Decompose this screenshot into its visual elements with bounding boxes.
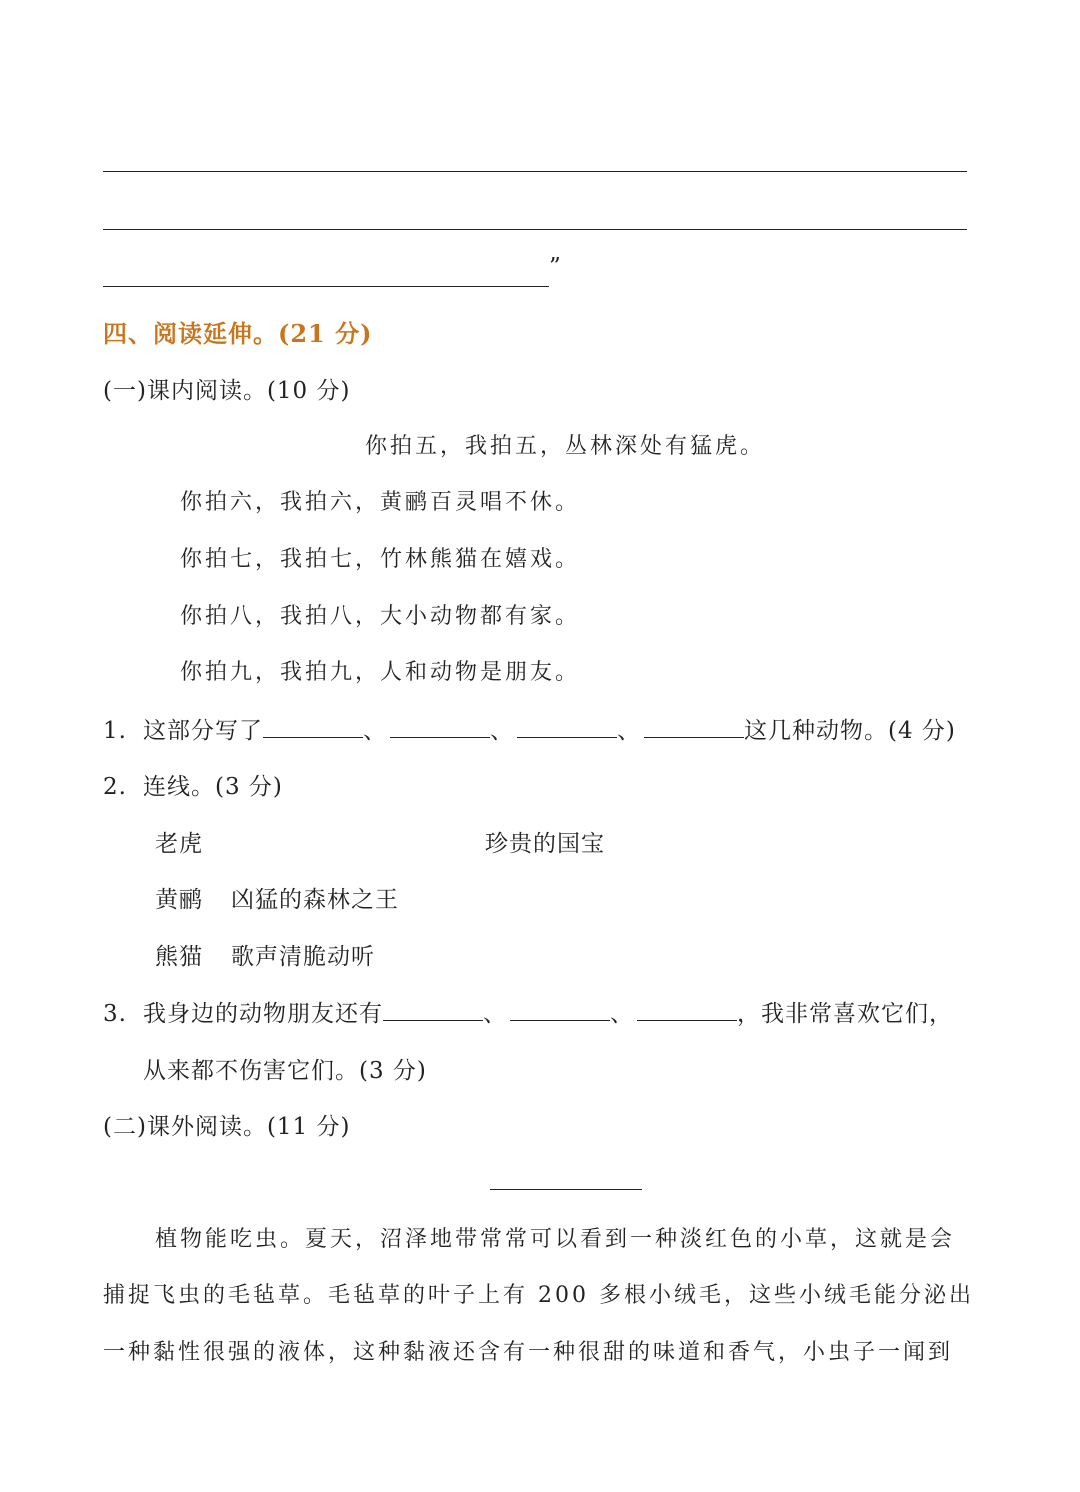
question-number: 3. <box>103 1001 127 1027</box>
question-3-continued: 从来都不伤害它们。(3 分) <box>143 1058 427 1084</box>
section-title: 四、阅读延伸。(21 分) <box>103 319 373 348</box>
match-left-item[interactable]: 黄鹂 <box>155 887 203 913</box>
passage-line-2: 捕捉飞虫的毛毡草。毛毡草的叶子上有 200 多根小绒毛，这些小绒毛能分泌出 <box>103 1283 974 1308</box>
question-number: 1. <box>103 718 127 744</box>
answer-blank[interactable] <box>390 719 490 738</box>
closing-quote: ” <box>549 254 562 280</box>
question-2 <box>103 768 283 801</box>
separator: 、 <box>610 1001 634 1027</box>
passage-line-1: 植物能吃虫。夏天，沼泽地带常常可以看到一种淡红色的小草，这就是会 <box>155 1227 956 1252</box>
answer-blank[interactable] <box>383 1002 483 1021</box>
part1-heading: (一)课内阅读。(10 分) <box>103 378 351 404</box>
question-text: 这部分写了 <box>143 718 263 744</box>
answer-line-1 <box>103 171 967 172</box>
match-right-item[interactable]: 凶猛的森林之王 <box>231 887 399 913</box>
match-right-item[interactable]: 珍贵的国宝 <box>485 831 605 857</box>
separator: 、 <box>490 718 514 744</box>
separator: 、 <box>483 1001 507 1027</box>
separator: 、 <box>363 718 387 744</box>
poem-line-4: 你拍八，我拍八，大小动物都有家。 <box>180 604 581 629</box>
question-text: 连线。(3 分) <box>143 774 283 800</box>
poem-line-5: 你拍九，我拍九，人和动物是朋友。 <box>180 660 581 685</box>
match-left-item[interactable]: 熊猫 <box>155 944 203 970</box>
title-blank[interactable] <box>490 1189 642 1190</box>
answer-blank[interactable] <box>637 1002 737 1021</box>
poem-line-3: 你拍七，我拍七，竹林熊猫在嬉戏。 <box>180 547 581 572</box>
poem-line-2: 你拍六，我拍六，黄鹂百灵唱不休。 <box>180 490 581 515</box>
answer-blank[interactable] <box>517 719 617 738</box>
question-text: 这几种动物。(4 分) <box>744 718 956 744</box>
part2-heading: (二)课外阅读。(11 分) <box>103 1114 351 1140</box>
answer-line-2 <box>103 229 967 230</box>
question-number: 2. <box>103 774 127 800</box>
question-text: ，我非常喜欢它们， <box>737 1001 953 1027</box>
match-left-item[interactable]: 老虎 <box>155 831 203 857</box>
question-text: 我身边的动物朋友还有 <box>143 1001 383 1027</box>
poem-line-1: 你拍五，我拍五，丛林深处有猛虎。 <box>365 434 766 459</box>
question-1 <box>103 712 956 745</box>
answer-blank[interactable] <box>510 1002 610 1021</box>
question-3 <box>103 995 953 1028</box>
answer-blank[interactable] <box>644 719 744 738</box>
passage-line-3: 一种黏性很强的液体，这种黏液还含有一种很甜的味道和香气，小虫子一闻到 <box>103 1340 954 1365</box>
separator: 、 <box>617 718 641 744</box>
answer-blank[interactable] <box>263 719 363 738</box>
answer-line-3 <box>103 286 549 287</box>
match-right-item[interactable]: 歌声清脆动听 <box>231 944 375 970</box>
